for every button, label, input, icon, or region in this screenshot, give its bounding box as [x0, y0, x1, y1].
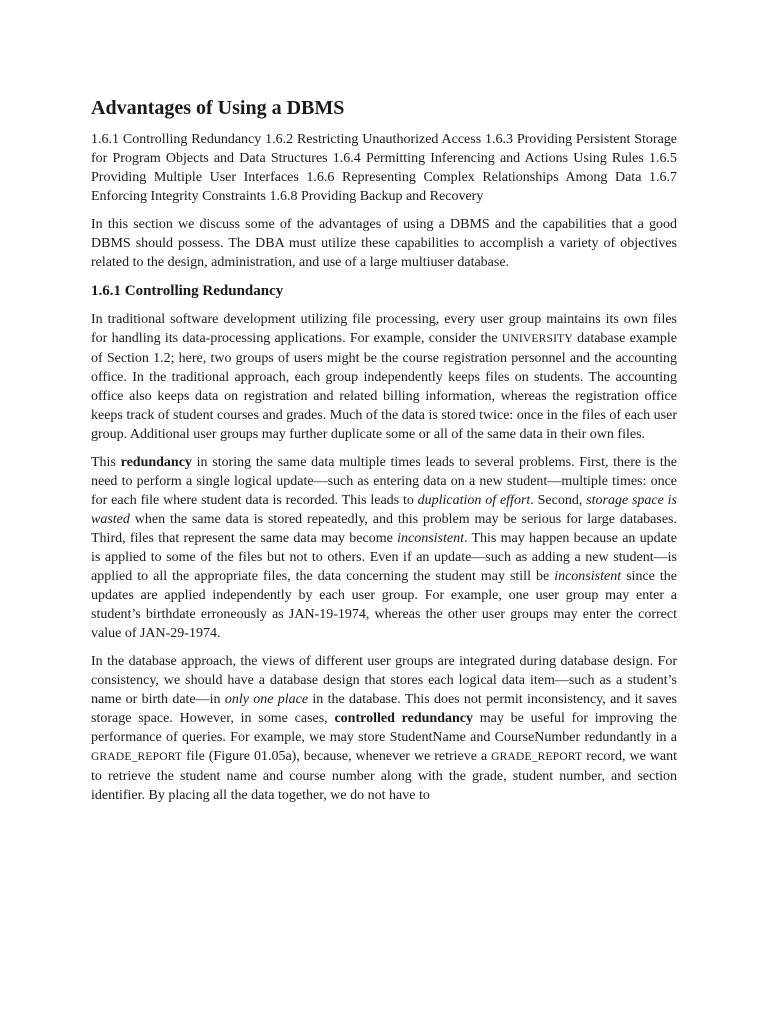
one-place-term: only one place	[224, 692, 309, 707]
section-contents-list: 1.6.1 Controlling Redundancy 1.6.2 Restricting Unauthorized Access 1.6.3 Providing Persistent Storage for Program Objects and Data Structures 1.6.4 Permitting Inferencing and Actions Using Rules 1.6.5 Providing Multiple User Interfaces 1.6.6 Representing Complex Relationships Among Data 1.6.7 Enforcing Integrity Constraints 1.6.8 Providing Backup and Recovery	[91, 132, 677, 204]
paragraph-redundancy-problems: This redundancy in storing the same data multiple times leads to several problems. First, there is the need to perform a single logical update—such as entering data on a new student—multiple times: once for each file where student data is recorded. This leads to duplication of effort. Second, storage space is wasted when the same data is stored repeatedly, and this problem may be serious for large databases. Third, files that represent the same data may become inconsistent. This may happen because an update is applied to some of the files but not to others. Even if an update—such as adding a new student—is applied to all the appropriate files, the data concerning the student may still be inconsistent since the updates are applied independently by each user group. For example, one user group may enter a student’s birthdate erroneously as JAN-19-1974, whereas the other user groups may enter the correct value of JAN-29-1974.	[91, 455, 678, 641]
document-page	[91, 96, 677, 814]
redundancy-term: redundancy	[120, 455, 192, 470]
controlled-redundancy-term: controlled redundancy	[334, 711, 473, 726]
grade-report-term: GRADE_REPORT	[91, 751, 183, 763]
section-heading: 1.6.1 Controlling Redundancy	[91, 283, 284, 299]
paragraph-database-approach: In the database approach, the views of different user groups are integrated during database design. For consistency, we should have a database design that stores each logical data item—such as a student’s name or birth date—in only one place in the database. This does not permit inconsistency, and it saves storage space. However, in some cases, controlled redundancy may be useful for improving the performance of queries. For example, we may store StudentName and CourseNumber redundantly in a GRADE_REPORT file (Figure 01.05a), because, whenever we retrieve a GRADE_REPORT record, we want to retrieve the student name and course number along with the grade, student number, and section identifier. By placing all the data together, we do not have to	[91, 654, 677, 803]
paragraph-file-processing: In traditional software development utilizing file processing, every user group maintains its own files for handling its data-processing applications. For example, consider the UNIVERSITY database example of Section 1.2; here, two groups of users might be the course registration personnel and the accounting office. In the traditional approach, each group independently keeps files on students. The accounting office also keeps data on registration and related billing information, whereas the registration office keeps track of student courses and grades. Much of the data is stored twice: once in the files of each user group. Additional user groups may further duplicate some or all of the same data in their own files.	[91, 312, 677, 442]
grade-report-term-2: GRADE_REPORT	[491, 751, 583, 763]
intro-paragraph: In this section we discuss some of the advantages of using a DBMS and the capabilities that a good DBMS should possess. The DBA must utilize these capabilities to accomplish a variety of objectives related to the design, administration, and use of a large multiuser database.	[91, 217, 677, 270]
storage-wasted-term: storage space is wasted	[91, 493, 678, 527]
inconsistent-term: inconsistent	[397, 531, 464, 546]
duplication-term: duplication of effort	[417, 493, 531, 508]
university-term: UNIVERSITY	[501, 333, 573, 345]
page-title: Advantages of Using a DBMS	[91, 97, 345, 119]
inconsistent-term-2: inconsistent	[554, 569, 622, 584]
